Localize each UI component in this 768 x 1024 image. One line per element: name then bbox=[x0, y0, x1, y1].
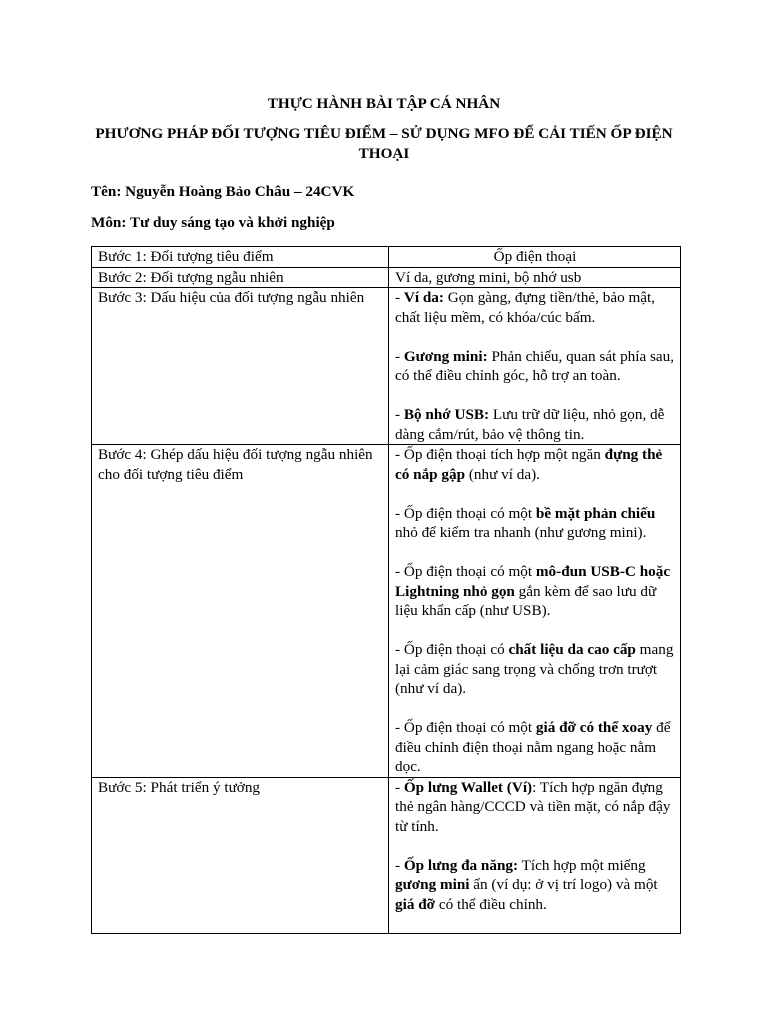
mfo-steps-table bbox=[91, 246, 681, 934]
step3-item-mirror: - Gương mini: Phản chiếu, quan sát phía sau, có thể điều chỉnh góc, hỗ trợ an toàn. bbox=[395, 347, 675, 384]
step4-item: - Ốp điện thoại có chất liệu da cao cấp mang lại cảm giác sang trọng và chống trơn trượt (như ví da). bbox=[395, 641, 674, 697]
step1-value: Ốp điện thoại bbox=[389, 247, 681, 268]
table-row bbox=[92, 247, 681, 268]
step4-item: - Ốp điện thoại có một giá đỡ có thể xoay để điều chỉnh điện thoại nằm ngang hoặc nằm dọc. bbox=[395, 719, 671, 775]
step4-label: Bước 4: Ghép dấu hiệu đối tượng ngẫu nhiên cho đối tượng tiêu điểm bbox=[92, 445, 389, 778]
student-name-line: Tên: Nguyễn Hoàng Bảo Châu – 24CVK bbox=[91, 183, 355, 200]
step4-item: - Ốp điện thoại có một mô-đun USB-C hoặc Lightning nhỏ gọn gắn kèm để sao lưu dữ liệu khẩn cấp (như USB). bbox=[395, 563, 671, 619]
step4-item: - Ốp điện thoại có một bề mặt phản chiếu nhỏ để kiểm tra nhanh (như gương mini). bbox=[395, 504, 656, 541]
table-row bbox=[92, 777, 681, 933]
step5-item-multi-case: - Ốp lưng đa năng: Tích hợp một miếng gương mini ẩn (ví dụ: ở vị trí logo) và một giá đỡ có thể điều chỉnh. bbox=[395, 856, 658, 913]
step2-value: Ví da, gương mini, bộ nhớ usb bbox=[389, 267, 681, 288]
step4-value bbox=[389, 445, 681, 778]
table-row bbox=[92, 445, 681, 778]
document-title: THỰC HÀNH BÀI TẬP CÁ NHÂN bbox=[267, 95, 501, 112]
step3-item-usb: - Bộ nhớ USB: Lưu trữ dữ liệu, nhỏ gọn, dễ dàng cắm/rút, bảo vệ thông tin. bbox=[395, 406, 665, 443]
step5-item-wallet-case: - Ốp lưng Wallet (Ví): Tích hợp ngăn đựng thẻ ngân hàng/CCCD và tiền mặt, có nắp đậy từ tính. bbox=[395, 778, 671, 835]
table-row bbox=[92, 267, 681, 288]
step3-label: Bước 3: Dấu hiệu của đối tượng ngẫu nhiên bbox=[92, 288, 389, 445]
step5-value bbox=[389, 777, 681, 933]
step3-item-wallet: - Ví da: Gọn gàng, đựng tiền/thẻ, bảo mật, chất liệu mềm, có khóa/cúc bấm. bbox=[395, 289, 656, 326]
step5-label: Bước 5: Phát triển ý tưởng bbox=[92, 777, 389, 933]
step1-label: Bước 1: Đối tượng tiêu điểm bbox=[92, 247, 389, 268]
step4-item: - Ốp điện thoại tích hợp một ngăn đựng thẻ có nắp gập (như ví da). bbox=[395, 446, 663, 483]
table-row bbox=[92, 288, 681, 445]
subject-line: Môn: Tư duy sáng tạo và khởi nghiệp bbox=[91, 214, 335, 231]
step2-label: Bước 2: Đối tượng ngẫu nhiên bbox=[92, 267, 389, 288]
document-subtitle: PHƯƠNG PHÁP ĐỐI TƯỢNG TIÊU ĐIỂM – SỬ DỤNG MFO ĐỂ CẢI TIẾN ỐP ĐIỆN THOẠI bbox=[95, 125, 673, 162]
step3-value bbox=[389, 288, 681, 445]
